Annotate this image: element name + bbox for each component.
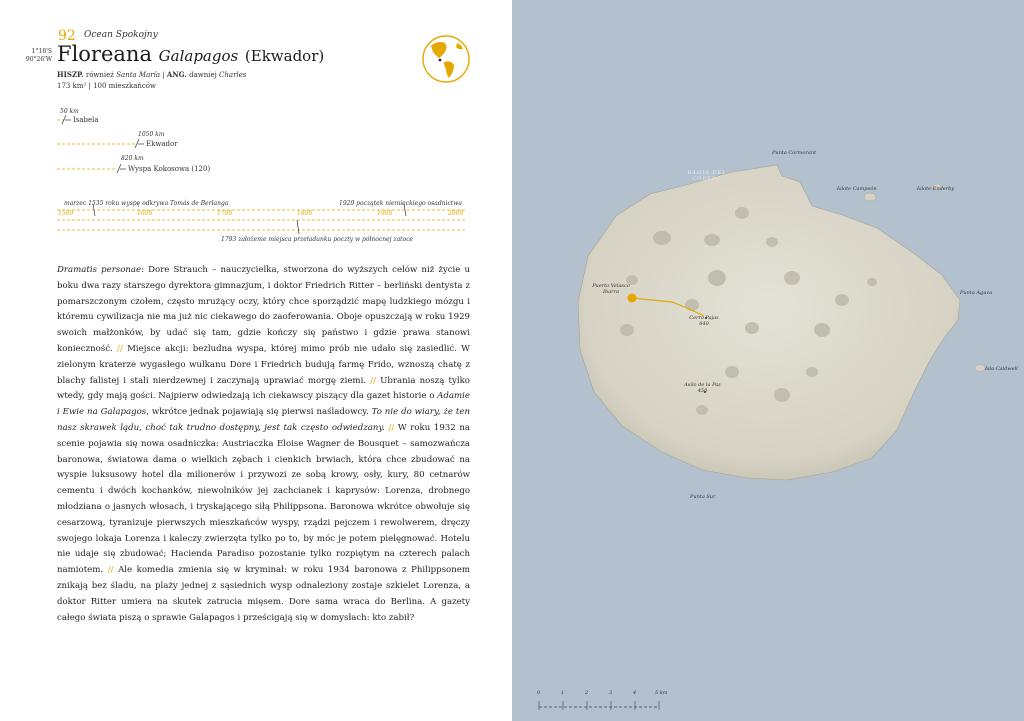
separator-mark: //: [370, 375, 376, 386]
distance-place: Wyspa Kokosowa (120): [128, 165, 211, 173]
hiszp-text: również: [85, 71, 114, 79]
body-span: Ubrania noszą tylko wtedy, gdy mają gości. Najpierw odwiedzają ich ciekawscy piszący dla gazet historie o: [57, 375, 470, 402]
body-span: : Dore Strauch – nauczycielka, stworzona do wyższych celów niż życie u boku dwa razy starszego dyrektora gimnazjum, i doktor Friedrich Ritter – berliński dentysta z pomarszczonym czołem, często mrużący oczy, który chce sporządzić mapę ludzkiego mózgu i któremu cywilizacja nie ma już nic ciekawego do zaoferowania. Oboje opuszczają w roku 1929 swoich małżonków, by udać się tam, gdzie kończy się państwo i gdzie prawa stanowi konieczność.: [57, 265, 470, 354]
hiszp-label: HISZP.: [57, 70, 84, 79]
islet-campeon: [864, 193, 876, 201]
ang-text: dawniej: [189, 71, 217, 79]
distance-place: Isabela: [73, 116, 99, 124]
label-puerto: Puerto Velasco Ibarra: [592, 283, 630, 295]
ang-name: Charles: [219, 71, 247, 79]
distance-km: 50 km: [60, 108, 79, 115]
island-name: Floreana: [57, 42, 152, 66]
alternative-names: [57, 70, 246, 79]
timeline-year: 1800: [297, 210, 313, 217]
timeline-event: marzec 1535 roku wyspę odkrywa Tomás de Berlanga: [64, 200, 229, 207]
label-isla-caldwell: Isla Caldwell: [985, 366, 1018, 372]
body-span: W roku 1932 na scenie pojawia się nowa osadniczka: Austriaczka Eloise Wagner de Bousquet – samozwańcza baronowa, światowa dama o wielkich zębach i cienkich brwiach, która chce zbudować na wyspie luksusowy hotel dla milionerów i przywozi ze sobą krowy, osły, kury, 80 cetnarów cementu i dwóch kochanków, niewolników jej zachcianek i kaprysów: Lorenza, drobnego młodziana o jasnych włosach, i tryskającego siłą Philippsona. Baronowa wkrótce obwołuje się cesarzową, tyranizuje pierwszych mieszkańców wyspy, rządzi pejczem i rewolwerem, dręczy swojego lokaja Lorenza i kaleczy zwierzęta tylko po to, by móc je potem pielęgnować. Hotelu nie udaje się zbudować; Hacienda Paradiso pozostanie tylko rozpiętym na czterech palach namiotem.: [57, 422, 470, 576]
separator-mark: //: [117, 343, 123, 354]
island-title: [57, 41, 324, 69]
scale-tick-label: 0: [537, 690, 541, 696]
hiszp-name: Santa María: [116, 71, 161, 79]
isla-caldwell: [975, 365, 985, 372]
separator-mark: //: [388, 422, 395, 433]
body-span: Miejsce akcji: bezludna wyspa, której mimo prób nie udało się zasiedlić. W zielonym kraterze wygasłego wulkanu Dore i Friedrich budują farmę Frido, wznoszą chatę z blachy falistej i stali nierdzewnej i zaczynają uprawiać morgę ziemi.: [57, 343, 470, 386]
scale-tick-label: 1: [561, 690, 565, 696]
scale-tick-label: 5 km: [655, 690, 668, 696]
ang-label: ANG.: [166, 70, 187, 79]
label-cerro-pajas: Cerro Pajas 640: [689, 315, 719, 327]
island-stats: 173 km² | 100 mieszkańców: [57, 82, 157, 90]
island-map: [512, 0, 1024, 721]
label-punta-cormorant: Punta Cormorant: [772, 150, 816, 156]
section-name: Ocean Spokojny: [84, 30, 158, 40]
timeline-event: 1929 początek niemieckiego osadnictwa: [339, 200, 462, 207]
timeline-year: 2000: [448, 210, 464, 217]
distance-place: Ekwador: [146, 140, 178, 148]
body-italic: Dramatis personae: [57, 265, 142, 275]
page-number: 92: [58, 28, 76, 44]
island-group: Galapagos: [158, 47, 239, 65]
timeline-year: 1700: [217, 210, 233, 217]
timeline-year: 1500: [58, 210, 74, 217]
latitude: 1°18'S: [31, 48, 52, 55]
island-country: (Ekwador): [244, 47, 325, 65]
body-span: , wkrótce jednak pojawiają się pierwsi naśladowcy.: [146, 407, 372, 418]
scale-tick-label: 3: [609, 690, 613, 696]
timeline-year: 1600: [137, 210, 153, 217]
scale-tick-label: 2: [585, 690, 589, 696]
island-shape: [578, 165, 960, 480]
scale-tick-label: 4: [633, 690, 637, 696]
distance-km: 1050 km: [138, 131, 165, 138]
label-islote-campeon: Islote Campeón: [837, 186, 877, 192]
map-page: [512, 0, 1024, 721]
label-asilo: Asilo de la Paz 450: [684, 382, 721, 394]
coordinates: [22, 48, 52, 64]
divider: |: [162, 71, 165, 79]
body-span: Ale komedia zmienia się w kryminał: w roku 1934 baronowa z Philippsonem znikają bez śladu, na plaży jednej z sąsiednich wysp odnaleziony zostaje szkielet Lorenza, a doktor Ritter umiera na skutek zatrucia mięsem. Dore sama wraca do Berlina. A gazety całego świata piszą o sprawie Galapagos i prześcigają się w domysłach: kto zabił?: [57, 565, 470, 623]
distance-km: 820 km: [121, 155, 144, 162]
label-punta-sur: Punta Sur: [690, 494, 716, 500]
separator-mark: //: [107, 565, 114, 576]
body-italic: Adamie i Ewie na Galapagos: [57, 391, 470, 418]
label-punta-aguva: Punta Aguva: [960, 290, 993, 296]
globe-icon: [417, 30, 475, 88]
label-bahia: BAHÍA DEL CORREO: [687, 170, 727, 182]
timeline-event: 1793 założenie miejsca przeładunku poczty w północnej zatoce: [221, 236, 414, 243]
body-quote: To nie do wiary, że ten nasz skrawek lądu, choć tak trudno dostępny, jest tak często odwiedzany.: [57, 407, 470, 433]
longitude: 90°26'W: [25, 56, 52, 63]
timeline-year: 1900: [377, 210, 393, 217]
body-text: [57, 263, 470, 626]
distance-graphic: [57, 102, 497, 182]
label-islote-enderby: Islote Enderby: [917, 186, 955, 192]
